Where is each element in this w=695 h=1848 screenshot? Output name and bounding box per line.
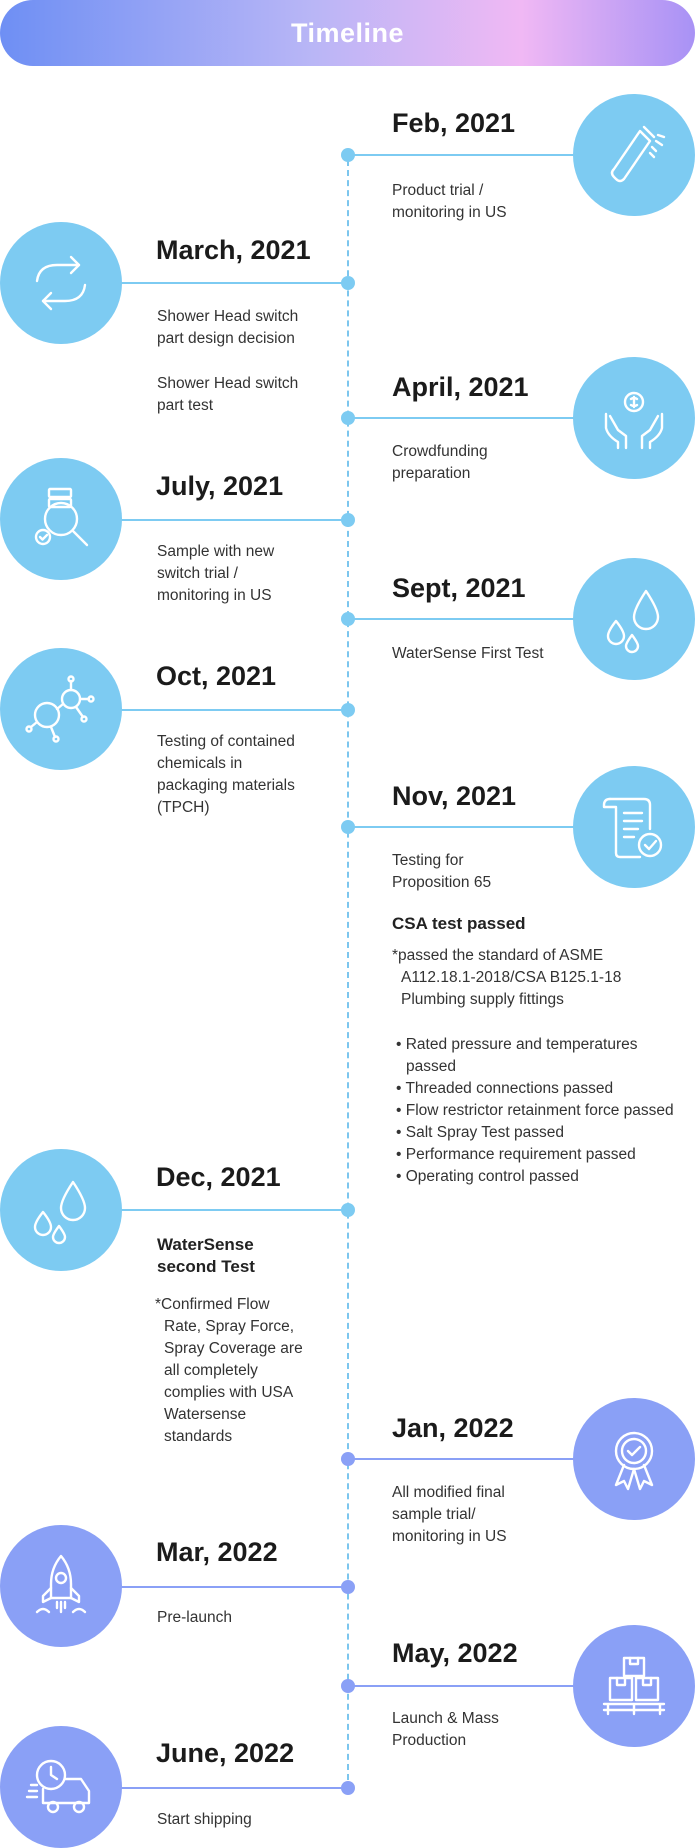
event-description: Product trial / monitoring in US	[392, 182, 507, 221]
hands-coin-icon	[596, 380, 672, 456]
page-title: Timeline	[290, 17, 405, 48]
boxes-pallet-icon	[596, 1648, 672, 1724]
event-description: Crowdfunding preparation	[392, 443, 488, 482]
event-description: All modified final sample trial/ monitoring in US	[392, 1484, 507, 1545]
water-drops-icon	[23, 1172, 99, 1248]
receipt-check-icon	[596, 789, 672, 865]
connector-line	[347, 1685, 577, 1687]
event-date: July, 2021	[156, 471, 284, 501]
event-description: Start shipping	[157, 1811, 252, 1828]
event-icon-circle	[573, 1398, 695, 1520]
event-subtitle: CSA test passed	[392, 914, 526, 933]
event-date: April, 2021	[392, 372, 529, 402]
timeline-dot	[341, 612, 355, 626]
event-date: Jan, 2022	[392, 1413, 514, 1443]
event-icon-circle	[573, 1625, 695, 1747]
award-badge-icon	[596, 1421, 672, 1497]
event-description: Sample with new switch trial / monitoring in US	[157, 543, 275, 604]
connector-line	[347, 417, 577, 419]
event-note: *passed the standard of ASME A112.18.1-2018/CSA B125.1-18 Plumbing supply fittings	[392, 947, 622, 1008]
timeline-dot	[341, 1781, 355, 1795]
event-icon-circle	[573, 558, 695, 680]
event-date: Feb, 2021	[392, 108, 516, 138]
event-description: Pre-launch	[157, 1609, 232, 1626]
event-icon-circle	[0, 1149, 122, 1271]
connector-line	[118, 709, 348, 711]
connector-line	[118, 1586, 348, 1588]
list-item: • Operating control passed	[396, 1168, 579, 1185]
connector-line	[347, 618, 577, 620]
timeline-dot	[341, 820, 355, 834]
timeline-dot	[341, 703, 355, 717]
molecule-icon	[23, 671, 99, 747]
refresh-arrows-icon	[23, 245, 99, 321]
timeline-dot	[341, 1452, 355, 1466]
event-icon-circle	[573, 94, 695, 216]
event-date: March, 2021	[156, 235, 311, 265]
server-search-gear-icon	[23, 481, 99, 557]
timeline-dot	[341, 1679, 355, 1693]
list-item: • Flow restrictor retainment force passed	[396, 1102, 674, 1119]
timeline-axis	[347, 150, 349, 1790]
event-note: *Confirmed Flow Rate, Spray Force, Spray Coverage are all completely complies with USA Watersense standards	[155, 1296, 303, 1445]
event-date: Oct, 2021	[156, 661, 277, 691]
timeline-dot	[341, 1203, 355, 1217]
timeline-dot	[341, 276, 355, 290]
connector-line	[347, 1458, 577, 1460]
timeline-header	[0, 0, 695, 66]
event-description: Shower Head switch part design decision	[157, 308, 299, 347]
event-bullet-list	[392, 1034, 688, 1188]
connector-line	[118, 519, 348, 521]
connector-line	[118, 1787, 348, 1789]
event-date: June, 2022	[156, 1738, 295, 1768]
timeline-dot	[341, 411, 355, 425]
event-pre-description: Shower Head switch part test	[157, 375, 299, 414]
event-date: Mar, 2022	[156, 1537, 278, 1567]
event-date: Sept, 2021	[392, 573, 526, 603]
timeline-dot	[341, 513, 355, 527]
connector-line	[347, 826, 577, 828]
connector-line	[118, 282, 348, 284]
list-item: • Threaded connections passed	[396, 1080, 614, 1097]
event-date: May, 2022	[392, 1638, 518, 1668]
list-item: • Rated pressure and temperatures passed	[396, 1036, 638, 1075]
event-description: WaterSense First Test	[392, 645, 544, 662]
event-date: Dec, 2021	[156, 1162, 281, 1192]
event-date: Nov, 2021	[392, 781, 517, 811]
event-description: Testing of contained chemicals in packaging materials (TPCH)	[157, 733, 295, 816]
event-icon-circle	[0, 222, 122, 344]
event-icon-circle	[0, 648, 122, 770]
timeline-dot	[341, 1580, 355, 1594]
connector-line	[347, 154, 577, 156]
timeline-dot	[341, 148, 355, 162]
event-icon-circle	[573, 766, 695, 888]
shower-head-icon	[596, 117, 672, 193]
event-icon-circle	[0, 1525, 122, 1647]
list-item: • Performance requirement passed	[396, 1146, 636, 1163]
water-drops-icon	[596, 581, 672, 657]
event-icon-circle	[0, 1726, 122, 1848]
event-description: Launch & Mass Production	[392, 1710, 499, 1749]
event-description: Testing for Proposition 65	[392, 852, 492, 891]
event-icon-circle	[573, 357, 695, 479]
rocket-icon	[23, 1548, 99, 1624]
event-icon-circle	[0, 458, 122, 580]
event-subtitle: WaterSense second Test	[157, 1235, 255, 1276]
delivery-truck-icon	[23, 1749, 99, 1825]
connector-line	[118, 1209, 348, 1211]
list-item: • Salt Spray Test passed	[396, 1124, 564, 1141]
